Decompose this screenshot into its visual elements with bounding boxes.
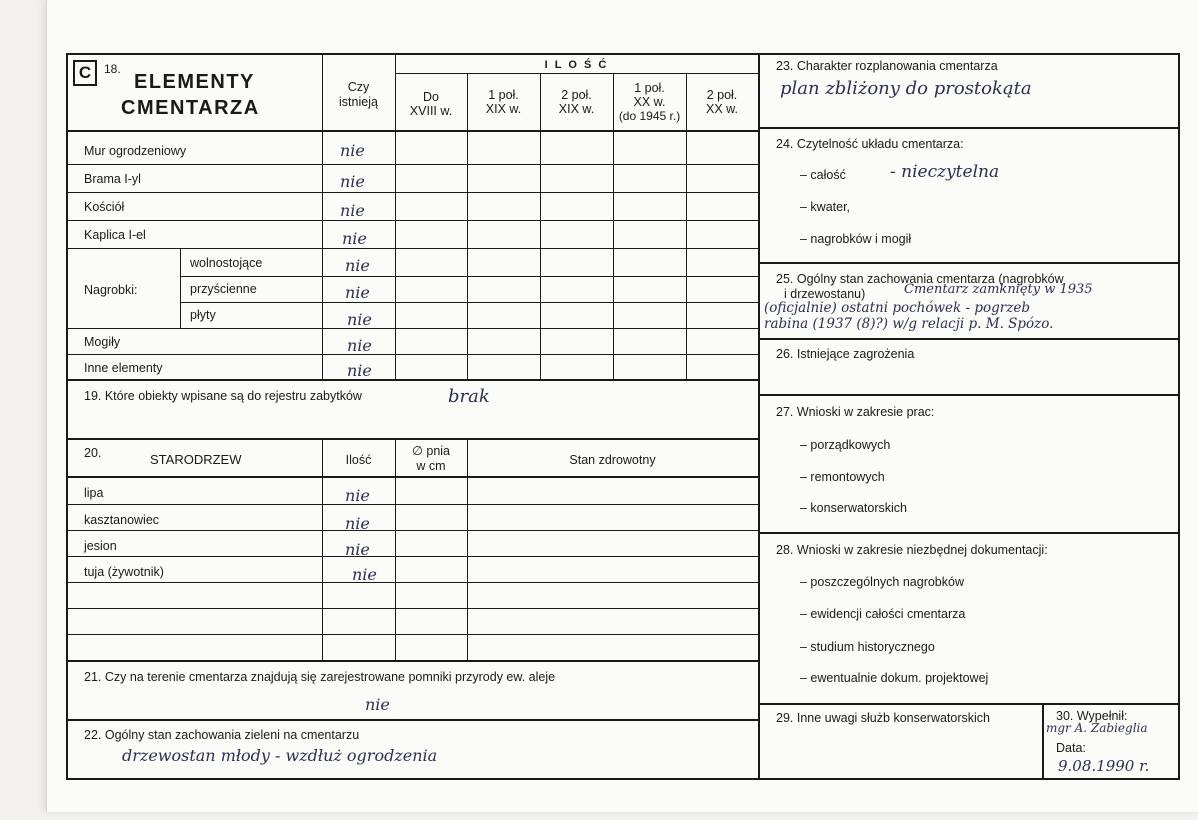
- tree-value-jesion: nie: [345, 540, 370, 559]
- q25-label1: 25. Ogólny stan zachowania cmentarza (nagrobków: [776, 272, 1064, 286]
- q22-label: 22. Ogólny stan zachowania zieleni na cmentarzu: [84, 728, 360, 742]
- row-label-kosciol: Kościół: [84, 200, 125, 214]
- q27-label: 27. Wnioski w zakresie prac:: [776, 405, 935, 419]
- q30-label: 30. Wypełnił:: [1056, 709, 1128, 723]
- q28-item-studium: – studium historycznego: [800, 640, 935, 654]
- header-czy: Czy: [347, 80, 370, 94]
- period-4-c: (do 1945 r.): [618, 109, 681, 123]
- q27-item-konserwatorskich: – konserwatorskich: [800, 501, 907, 515]
- q20-col-pnia-b: w cm: [416, 459, 446, 473]
- tree-name-lipa: lipa: [84, 486, 104, 500]
- row-label-brama: Brama I-yl: [84, 172, 141, 186]
- q28-item-projektowej: – ewentualnie dokum. projektowej: [800, 671, 989, 685]
- period-2-a: 1 poł.: [488, 88, 519, 102]
- q24-calosc-answer: - nieczytelna: [890, 162, 1000, 182]
- q25-answer3: rabina (1937 (8)?) w/g relacji p. M. Spózo.: [764, 316, 1054, 332]
- row-label-kaplica: Kaplica I-el: [84, 228, 146, 242]
- header-ilosc: I L O Ś Ć: [544, 59, 609, 71]
- q20-col-pnia-a: ∅ pnia: [412, 444, 450, 458]
- row-value-kosciol: nie: [340, 201, 365, 220]
- row-label-wolnostojace: wolnostojące: [190, 256, 263, 270]
- period-3-b: XIX w.: [558, 102, 595, 116]
- tree-value-lipa: nie: [345, 486, 370, 505]
- row-value-przyscienne: nie: [345, 283, 370, 302]
- row-label-plyty: płyty: [190, 308, 216, 322]
- tree-name-tuja: tuja (żywotnik): [84, 565, 164, 579]
- q27-item-remontowych: – remontowych: [800, 470, 885, 484]
- q20-number: 20.: [84, 446, 102, 460]
- row-label-mur: Mur ogrodzeniowy: [84, 144, 187, 158]
- q25-label2: i drzewostanu): [784, 287, 866, 301]
- q24-nagrobkow: – nagrobków i mogił: [800, 232, 912, 246]
- row-value-mogily: nie: [347, 336, 372, 355]
- q20-col-ilosc: Ilość: [345, 453, 372, 467]
- q20-col-stan: Stan zdrowotny: [569, 453, 656, 467]
- period-1-a: Do: [423, 90, 439, 104]
- row-label-nagrobki: Nagrobki:: [84, 283, 138, 297]
- q28-item-ewidencji: – ewidencji całości cmentarza: [800, 607, 966, 621]
- q28-item-nagrobkow: – poszczególnych nagrobków: [800, 575, 964, 589]
- q26-label: 26. Istniejące zagrożenia: [776, 347, 915, 361]
- q25-answer1: Cmentarz zamknięty w 1935: [904, 282, 1093, 297]
- section-number: 18.: [104, 62, 121, 76]
- q25-answer2: (oficjalnie) ostatni pochówek - pogrzeb: [764, 300, 1030, 316]
- row-label-inne: Inne elementy: [84, 361, 163, 375]
- q19-label: 19. Które obiekty wpisane są do rejestru zabytków: [84, 389, 362, 403]
- period-4-a: 1 poł.: [634, 81, 665, 95]
- q28-label: 28. Wnioski w zakresie niezbędnej dokumentacji:: [776, 543, 1048, 557]
- period-2-b: XIX w.: [485, 102, 522, 116]
- q30-date-label: Data:: [1056, 741, 1086, 755]
- row-value-brama: nie: [340, 172, 365, 191]
- q23-label: 23. Charakter rozplanowania cmentarza: [776, 59, 998, 73]
- period-4-b: XX w.: [633, 95, 666, 109]
- period-5-b: XX w.: [706, 102, 738, 116]
- tree-name-kasztanowiec: kasztanowiec: [84, 513, 160, 527]
- period-1-b: XVIII w.: [409, 104, 453, 118]
- q30-date: 9.08.1990 r.: [1058, 757, 1150, 775]
- q29-label: 29. Inne uwagi służb konserwatorskich: [776, 711, 991, 725]
- tree-value-kasztanowiec: nie: [345, 514, 370, 533]
- section-title-line1: ELEMENTY: [134, 71, 255, 93]
- q23-answer: plan zbliżony do prostokąta: [780, 78, 1032, 99]
- q21-answer: nie: [365, 695, 390, 714]
- tree-value-tuja: nie: [352, 565, 377, 584]
- section-title-line2: CMENTARZA: [121, 97, 260, 119]
- q20-title: STARODRZEW: [150, 452, 242, 467]
- q24-label: 24. Czytelność układu cmentarza:: [776, 137, 964, 151]
- row-value-wolnostojace: nie: [345, 256, 370, 275]
- q24-kwater: – kwater,: [800, 200, 851, 214]
- row-value-kaplica: nie: [342, 229, 367, 248]
- row-value-inne: nie: [347, 361, 372, 380]
- q22-answer: drzewostan młody - wzdłuż ogrodzenia: [122, 746, 438, 765]
- row-label-przyscienne: przyścienne: [190, 282, 257, 296]
- q19-answer: brak: [448, 386, 490, 407]
- section-letter: C: [73, 60, 97, 86]
- period-3-a: 2 poł.: [561, 88, 592, 102]
- period-5-a: 2 poł.: [706, 88, 738, 102]
- row-value-mur: nie: [340, 141, 365, 160]
- q27-item-porzadkowych: – porządkowych: [800, 438, 891, 452]
- tree-name-jesion: jesion: [84, 539, 117, 553]
- q24-calosc: – całość: [800, 168, 846, 182]
- row-label-mogily: Mogiły: [84, 335, 121, 349]
- q30-name: mgr A. Zabieglia: [1046, 721, 1148, 735]
- q21-label: 21. Czy na terenie cmentarza znajdują się zarejestrowane pomniki przyrody ew. aleje: [84, 670, 556, 684]
- header-istnieja: istnieją: [339, 95, 378, 109]
- row-value-plyty: nie: [347, 310, 372, 329]
